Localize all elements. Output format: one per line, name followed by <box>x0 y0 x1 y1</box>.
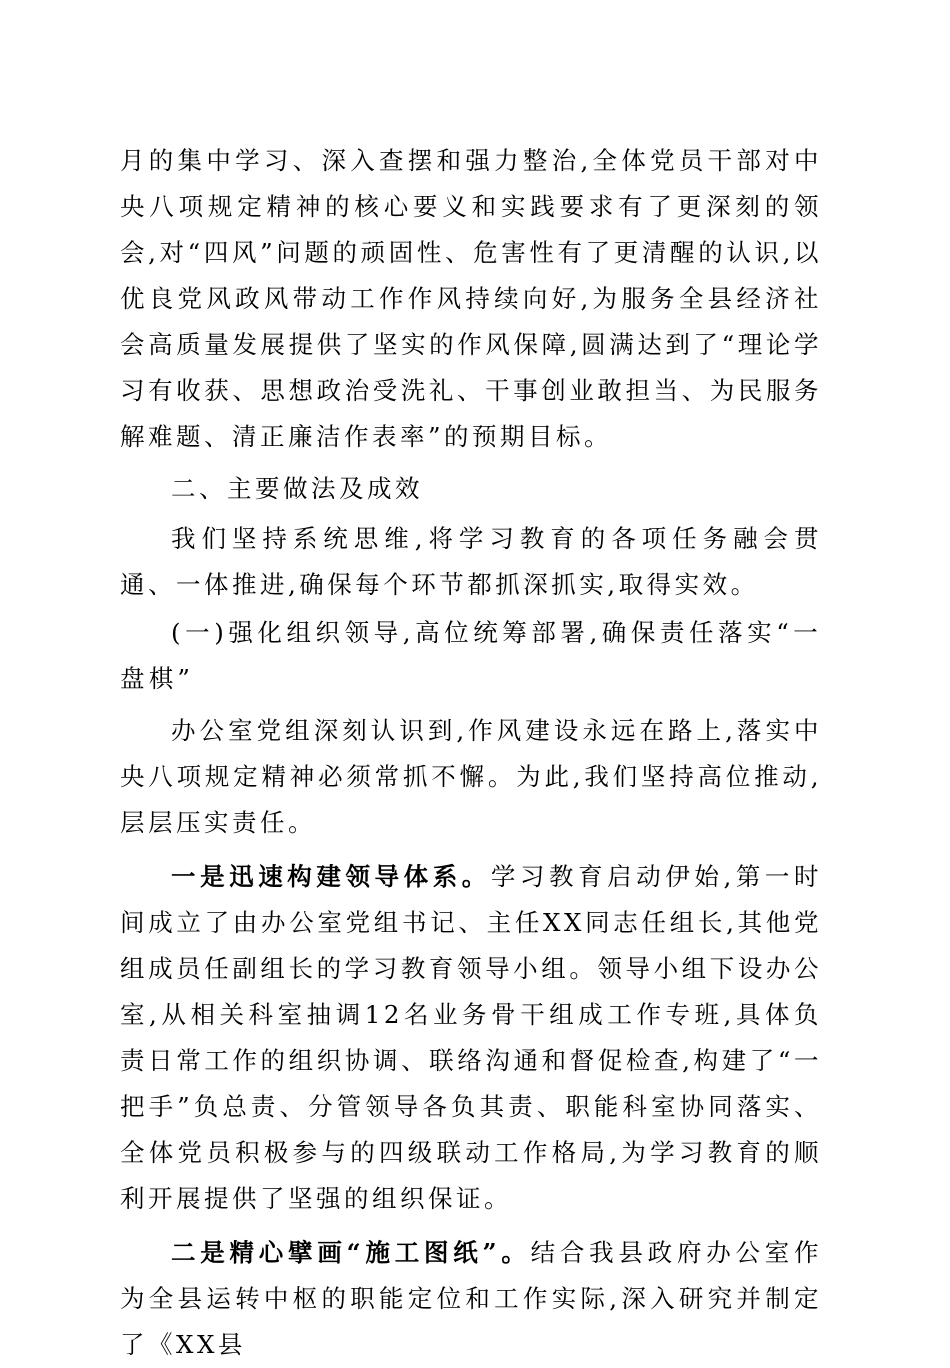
paragraph-text: 结合我县政府办公室作为全县运转中枢的职能定位和工作实际,深入研究并制定了《XX县 <box>120 1238 823 1359</box>
paragraph-lead-phrase: 二是精心擘画“施工图纸”。 <box>171 1238 531 1267</box>
paragraph-text: 学习教育启动伊始,第一时间成立了由办公室党组书记、主任XX同志任组长,其他党组成员任副组长的学习教育领导小组。领导小组下设办公室,从相关科室抽调12名业务骨干组成工作专班,具体负责日常工作的组织协调、联络沟通和督促检查,构建了“一把手”负总责、分管领导各负其责、职能科室协同落实、全体党员积极参与的四级联动工作格局,为学习教育的顺利开展提供了坚强的组织保证。 <box>120 862 822 1213</box>
subsection-heading: (一)强化组织领导,高位统筹部署,确保责任落实“一盘棋” <box>120 618 822 693</box>
section-heading: 二、主要做法及成效 <box>171 474 423 503</box>
body-paragraph: 办公室党组深刻认识到,作风建设永远在路上,落实中央八项规定精神必须常抓不懈。为此,我们坚持高位推动,层层压实责任。 <box>120 716 822 837</box>
body-paragraph: 我们坚持系统思维,将学习教育的各项任务融会贯通、一体推进,确保每个环节都抓深抓实,取得实效。 <box>120 524 822 599</box>
paragraph-lead-phrase: 一是迅速构建领导体系。 <box>171 862 491 891</box>
continuation-paragraph: 月的集中学习、深入查摆和强力整治,全体党员干部对中央八项规定精神的核心要义和实践要求有了更深刻的领会,对“四风”问题的顽固性、危害性有了更清醒的认识,以优良党风政风带动工作作风持续向好,为服务全县经济社会高质量发展提供了坚实的作风保障,圆满达到了“理论学习有收获、思想政治受洗礼、干事创业敢担当、为民服务解难题、清正廉洁作表率”的预期目标。 <box>120 146 822 451</box>
body-paragraph-lead <box>120 1230 822 1368</box>
body-paragraph-lead <box>120 854 822 1222</box>
